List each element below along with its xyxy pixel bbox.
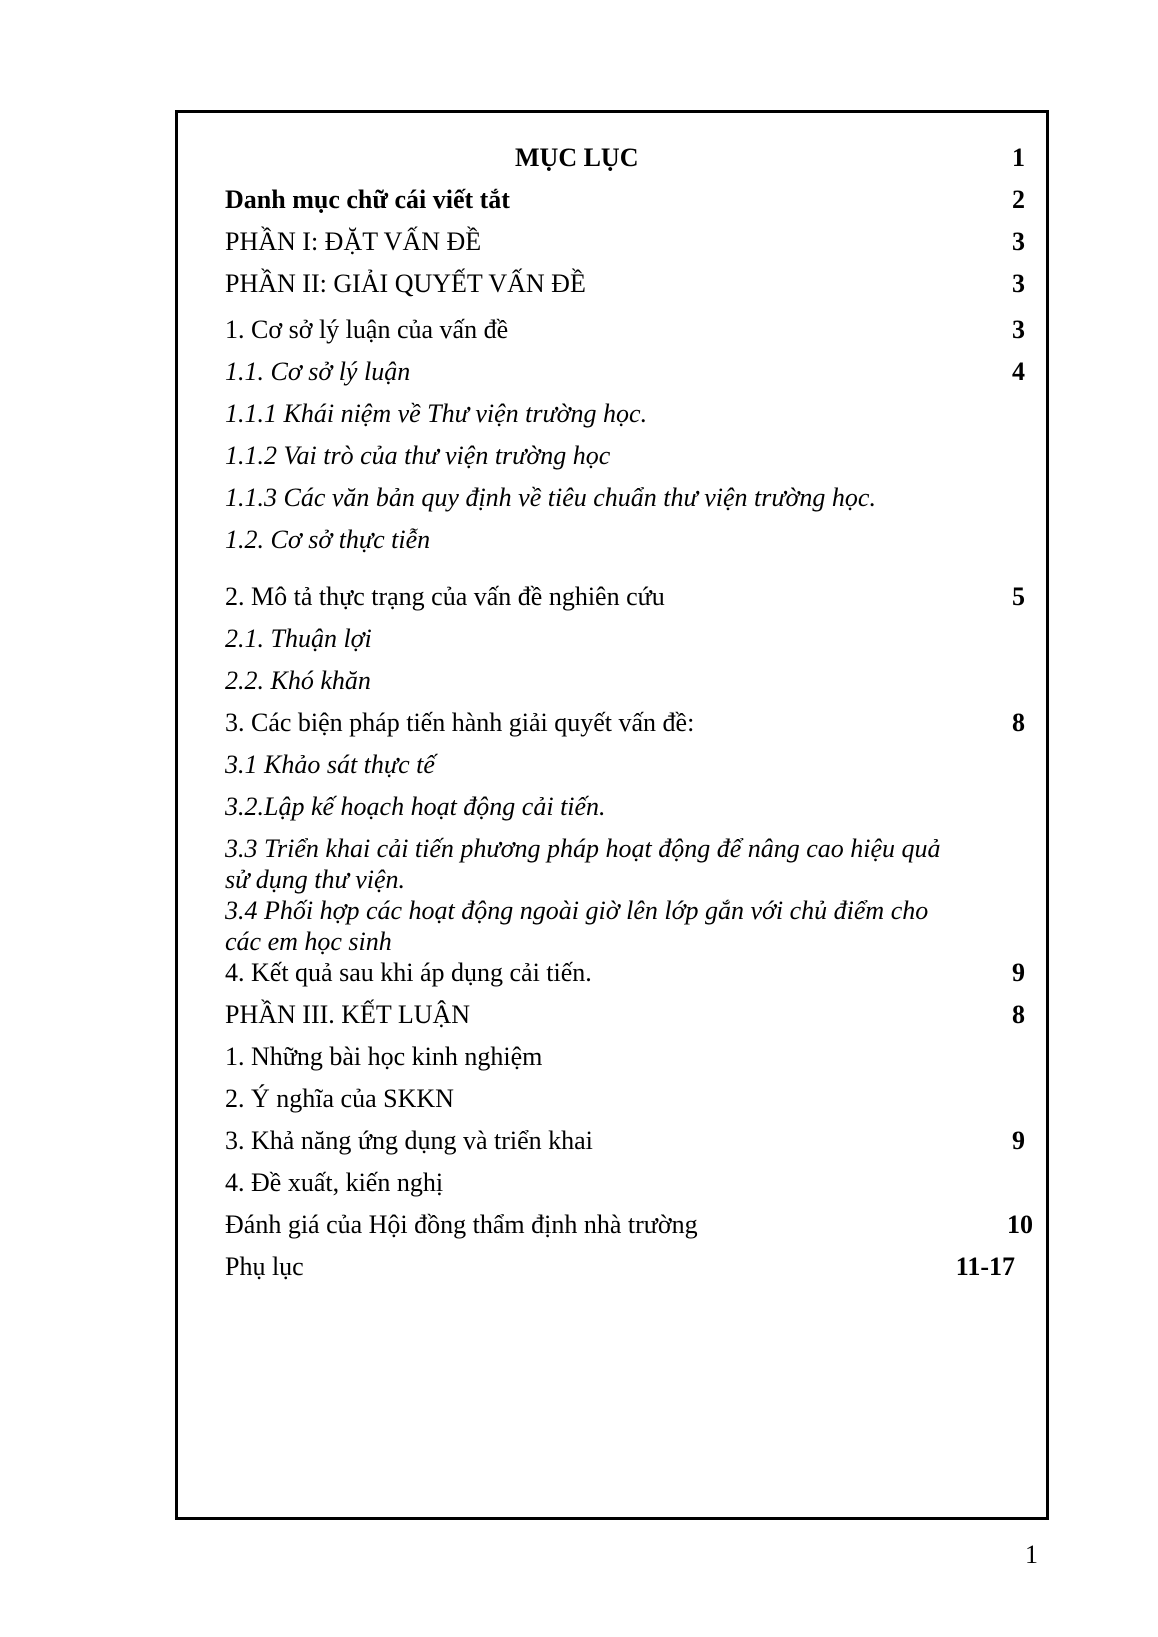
toc-entry-text: PHẦN III. KẾT LUẬN — [225, 1000, 471, 1029]
toc-entry-text: 1.2. Cơ sở thực tiễn — [225, 525, 431, 554]
toc-entry-page: 8 — [1012, 708, 1025, 737]
toc-entry-text: Danh mục chữ cái viết tắt — [225, 185, 510, 214]
toc-entry-page: 3 — [1012, 269, 1025, 298]
toc-entry-page: 9 — [1012, 1126, 1025, 1155]
toc-entry-text: 1.1.3 Các văn bản quy định về tiêu chuẩn thư viện trường học. — [225, 483, 876, 512]
toc-entry-text: PHẦN I: ĐẶT VẤN ĐỀ — [225, 227, 482, 256]
toc-title: MỤC LỤC — [515, 143, 639, 172]
toc-entry-text: 2. Mô tả thực trạng của vấn đề nghiên cứu — [225, 582, 665, 611]
toc-entry-page: 3 — [1012, 227, 1025, 256]
toc-entry-text: 1.1.1 Khái niệm về Thư viện trường học. — [225, 399, 648, 428]
toc-entry-text: 3.3 Triển khai cải tiến phương pháp hoạt động để nâng cao hiệu quả sử dụng thư viện. — [225, 834, 941, 894]
toc-entry-text: 1. Cơ sở lý luận của vấn đề — [225, 315, 509, 344]
toc-entry-page: 5 — [1012, 582, 1025, 611]
toc-entry-text: 3.4 Phối hợp các hoạt động ngoài giờ lên lớp gắn với chủ điểm cho các em học sinh — [225, 896, 929, 956]
toc-entry-page: 2 — [1012, 185, 1025, 214]
toc-title-page: 1 — [1012, 143, 1025, 172]
toc-entry-text: 1. Những bài học kinh nghiệm — [225, 1042, 543, 1071]
toc-entry-text: 3.1 Khảo sát thực tế — [225, 750, 435, 779]
toc-entry-page: 3 — [1012, 315, 1025, 344]
toc-entry-page: 10 — [1007, 1210, 1033, 1239]
toc-entry-text: 3. Các biện pháp tiến hành giải quyết vấn đề: — [225, 708, 695, 737]
toc-entry-text: 2.2. Khó khăn — [225, 666, 371, 695]
toc-entry-text: 2.1. Thuận lợi — [225, 624, 372, 653]
toc-entry-text: PHẦN II: GIẢI QUYẾT VẤN ĐỀ — [225, 269, 586, 298]
toc-entry-text: 4. Kết quả sau khi áp dụng cải tiến. — [225, 958, 592, 987]
toc-entry-page: 8 — [1012, 1000, 1025, 1029]
toc-entry-page: 11-17 — [955, 1252, 1015, 1281]
toc-entry-text: 4. Đề xuất, kiến nghị — [225, 1168, 444, 1197]
toc-entry-text: 2. Ý nghĩa của SKKN — [225, 1084, 454, 1113]
toc-entry-page: 4 — [1012, 357, 1025, 386]
toc-entry-text: 1.1. Cơ sở lý luận — [225, 357, 411, 386]
page-number: 1 — [1025, 1540, 1038, 1569]
toc-entry-text: 1.1.2 Vai trò của thư viện trường học — [225, 441, 611, 470]
toc-entry-text: 3.2.Lập kế hoạch hoạt động cải tiến. — [225, 792, 606, 821]
toc-entry-page: 9 — [1012, 958, 1025, 987]
toc-entry-text: Đánh giá của Hội đồng thẩm định nhà trường — [225, 1210, 698, 1239]
toc-entry-text: 3. Khả năng ứng dụng và triển khai — [225, 1126, 593, 1155]
toc-entry-text: Phụ lục — [225, 1252, 304, 1281]
